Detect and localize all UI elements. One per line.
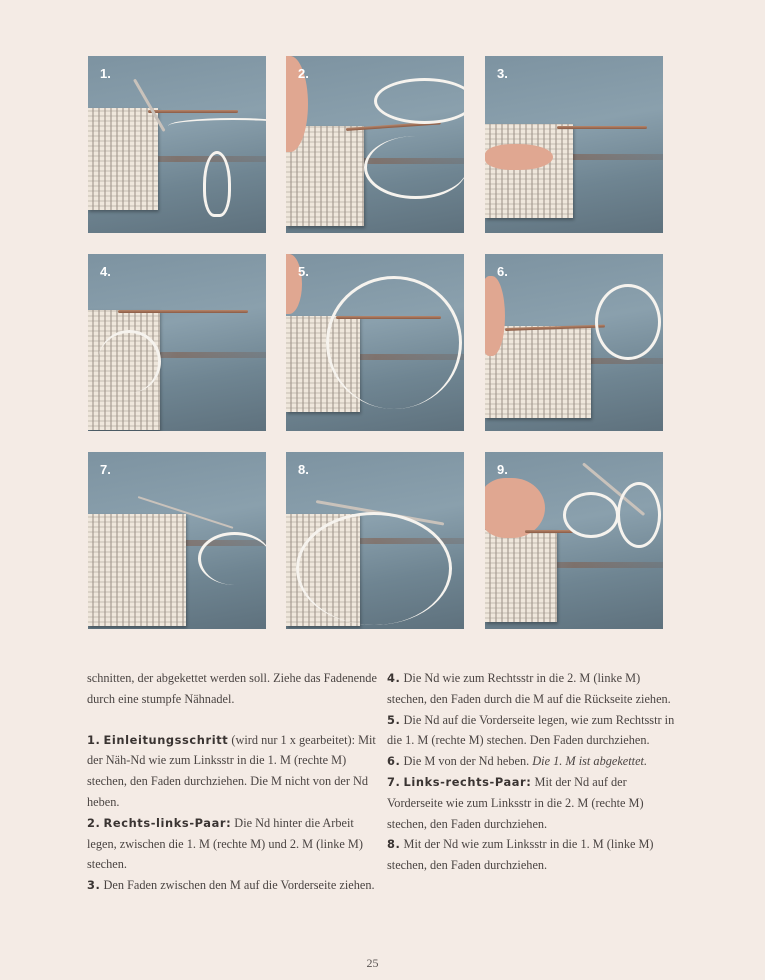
yarn-strand xyxy=(168,118,266,134)
yarn-loop xyxy=(595,284,661,360)
intro-paragraph: schnitten, der abgekettet werden soll. Ziehe das Fadenende durch eine stumpfe Nähnadel. xyxy=(87,671,377,706)
step-photo-3 xyxy=(485,56,663,233)
text-column-right xyxy=(387,668,677,876)
step-number: 2. xyxy=(87,815,101,830)
knitted-swatch xyxy=(88,514,186,626)
yarn-loop xyxy=(563,492,619,538)
step-number: 5. xyxy=(298,264,309,279)
yarn-loop xyxy=(326,276,462,409)
knitting-needle xyxy=(525,530,573,533)
step-body: Die M von der Nd heben. xyxy=(400,754,533,769)
instruction-step-8 xyxy=(387,834,677,876)
knitting-needle xyxy=(148,110,238,113)
step-number: 1. xyxy=(87,732,101,747)
knitted-swatch xyxy=(485,124,573,218)
hand xyxy=(485,478,545,538)
yarn-loop xyxy=(296,512,452,625)
step-photo-6 xyxy=(485,254,663,431)
step-body: Mit der Nd auf der Vorderseite wie zum Linksstr in die 2. M (rechte M) stechen, den Faden durchziehen. xyxy=(387,774,644,831)
step-number: 8. xyxy=(298,462,309,477)
yarn-strand xyxy=(364,136,464,199)
step-number: 4. xyxy=(100,264,111,279)
instruction-step-2 xyxy=(87,813,377,875)
step-body: Den Faden zwischen den M auf die Vorderseite ziehen. xyxy=(100,878,375,893)
yarn-loop xyxy=(374,78,464,124)
step-number: 4. xyxy=(387,671,401,685)
step-body: Die Nd hinter die Arbeit legen, zwischen die 1. M (rechte M) und 2. M (linke M) stechen. xyxy=(87,815,363,872)
hand xyxy=(286,254,302,314)
page-number: 25 xyxy=(366,956,379,970)
knitted-swatch xyxy=(88,108,158,210)
step-number: 8. xyxy=(387,837,401,852)
step-body: Mit der Nd wie zum Linksstr in die 1. M (linke M) stechen, den Faden durchziehen. xyxy=(387,837,654,873)
step-body: Die Nd wie zum Rechtsstr in die 2. M (linke M) stechen, den Faden durch die M auf die Rückseite ziehen. xyxy=(387,671,671,706)
step-body: Die Nd auf die Vorderseite legen, wie zum Rechtsstr in die 1. M (rechte M) stechen. Den Faden durchziehen. xyxy=(387,712,675,748)
step-title: Rechts-links-Paar: xyxy=(103,815,232,830)
step-number: 5. xyxy=(387,712,401,727)
step-title: Links-rechts-Paar: xyxy=(403,774,532,789)
step-number: 7. xyxy=(100,462,111,477)
step-number: 6. xyxy=(497,264,508,279)
step-photo-4 xyxy=(88,254,266,431)
yarn-loop xyxy=(617,482,661,548)
step-photo-7 xyxy=(88,452,266,629)
instruction-step-4 xyxy=(387,668,677,710)
step-body: (wird nur 1 x gearbeitet): Mit der Näh-Nd wie zum Linksstr in die 1. M (rechte M) stechen, den Faden durchziehen. Die M nicht von der Nd heben. xyxy=(87,732,376,809)
step-number: 3. xyxy=(87,878,101,893)
yarn-strand xyxy=(198,532,266,585)
instruction-step-5 xyxy=(387,710,677,752)
instruction-step-6 xyxy=(387,751,677,772)
step-number: 6. xyxy=(387,754,401,769)
step-photo-1 xyxy=(88,56,266,233)
knitting-needle xyxy=(557,126,647,129)
knitted-swatch xyxy=(485,530,557,622)
step-note: Die 1. M ist abgekettet. xyxy=(532,754,648,769)
instruction-step-1 xyxy=(87,730,377,813)
hand xyxy=(485,144,553,170)
yarn-strand xyxy=(98,330,161,393)
step-number: 1. xyxy=(100,66,111,81)
text-column-left xyxy=(87,668,377,896)
step-photo-9 xyxy=(485,452,663,629)
yarn-loop xyxy=(203,151,231,217)
step-number: 3. xyxy=(497,66,508,81)
step-photo-2 xyxy=(286,56,464,233)
step-photo-5 xyxy=(286,254,464,431)
step-title: Einleitungsschritt xyxy=(103,732,229,747)
instruction-step-3 xyxy=(87,875,377,896)
knitting-needle xyxy=(118,310,248,313)
step-number: 7. xyxy=(387,774,401,789)
step-photo-8 xyxy=(286,452,464,629)
step-number: 2. xyxy=(298,66,309,81)
step-number: 9. xyxy=(497,462,508,477)
instruction-step-7 xyxy=(387,772,677,834)
